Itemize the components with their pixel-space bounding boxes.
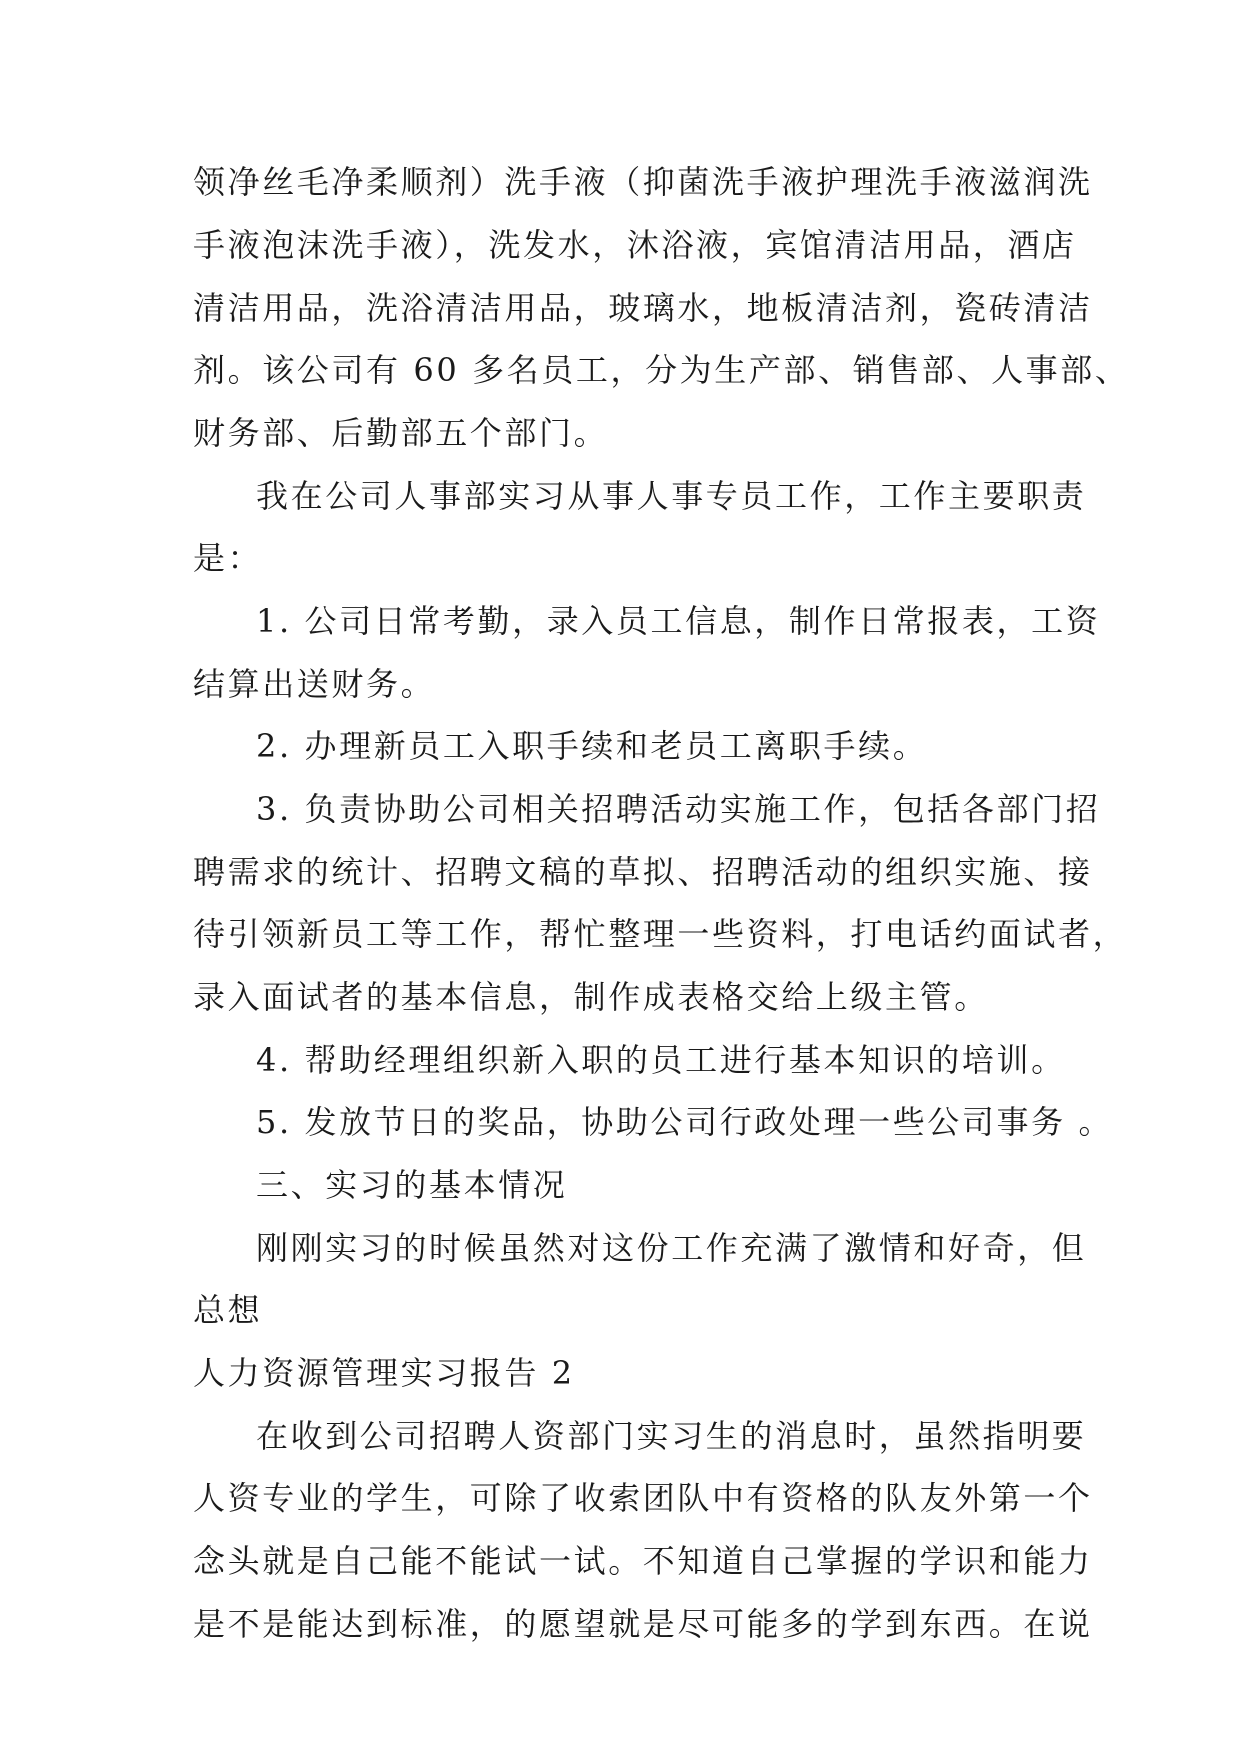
text-line: 总想 (193, 1291, 263, 1329)
text-line: 我在公司人事部实习从事人事专员工作，工作主要职责 (256, 477, 1087, 515)
text-line: 刚刚实习的时候虽然对这份工作充满了激情和好奇，但 (256, 1229, 1087, 1267)
list-item: 2. 办理新员工入职手续和老员工离职手续。 (256, 727, 928, 765)
text-line: 领净丝毛净柔顺剂）洗手液（抑菌洗手液护理洗手液滋润洗 (193, 163, 1093, 201)
section-heading: 三、实习的基本情况 (256, 1166, 568, 1204)
report-title: 人力资源管理实习报告 2 (193, 1354, 575, 1392)
text-line: 念头就是自己能不能试一试。不知道自己掌握的学识和能力 (193, 1542, 1093, 1580)
text-line: 聘需求的统计、招聘文稿的草拟、招聘活动的组织实施、接 (193, 853, 1093, 891)
text-line: 在收到公司招聘人资部门实习生的消息时，虽然指明要 (256, 1417, 1087, 1455)
text-line: 录入面试者的基本信息，制作成表格交给上级主管。 (193, 978, 989, 1016)
text-line: 剂。该公司有 60 多名员工，分为生产部、销售部、人事部、 (193, 351, 1130, 389)
text-line: 是不是能达到标准，的愿望就是尽可能多的学到东西。在说 (193, 1605, 1093, 1643)
text-line: 是： (193, 539, 263, 577)
list-item: 5. 发放节日的奖品，协助公司行政处理一些公司事务 。 (256, 1103, 1114, 1141)
text-line: 手液泡沫洗手液），洗发水，沐浴液，宾馆清洁用品，酒店 (193, 226, 1077, 264)
text-line: 结算出送财务。 (193, 665, 436, 703)
list-item: 1. 公司日常考勤，录入员工信息，制作日常报表，工资 (256, 602, 1101, 640)
text-line: 财务部、后勤部五个部门。 (193, 414, 609, 452)
list-item: 4. 帮助经理组织新入职的员工进行基本知识的培训。 (256, 1041, 1066, 1079)
text-line: 待引领新员工等工作，帮忙整理一些资料，打电话约面试者， (193, 915, 1128, 953)
text-line: 人资专业的学生，可除了收索团队中有资格的队友外第一个 (193, 1479, 1093, 1517)
list-item: 3. 负责协助公司相关招聘活动实施工作，包括各部门招 (256, 790, 1101, 828)
text-line: 清洁用品，洗浴清洁用品，玻璃水，地板清洁剂，瓷砖清洁 (193, 289, 1093, 327)
